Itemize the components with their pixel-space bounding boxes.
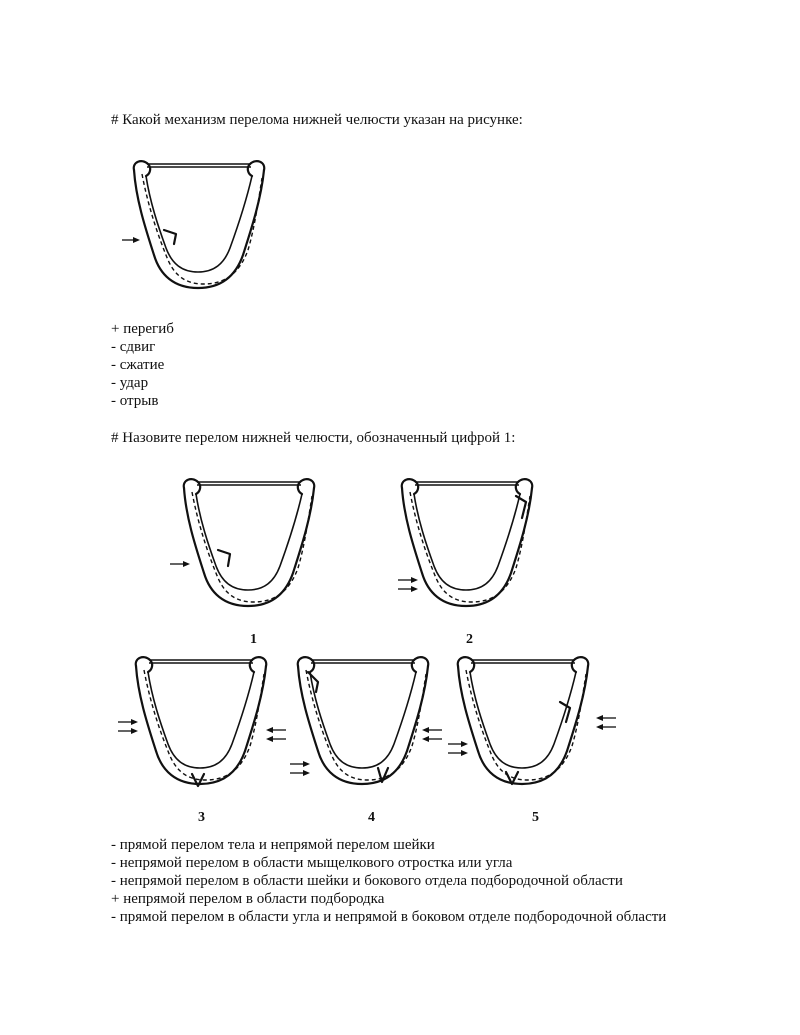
- force-arrow-icon: [118, 719, 286, 742]
- answer-option: - прямой перелом тела и непрямой перелом шейки: [111, 837, 435, 853]
- answer-option: - прямой перелом в области угла и непрямой в боковом отделе подбородочной области: [111, 909, 667, 925]
- figure-label-5: 5: [532, 810, 539, 825]
- jaw-figure-4: [298, 657, 429, 784]
- answer-option: - сдвиг: [111, 339, 156, 355]
- jaw-figure-1: [184, 479, 315, 606]
- figure-label-1: 1: [250, 632, 257, 647]
- force-arrow-icon: [398, 577, 418, 592]
- answer-option: + перегиб: [111, 321, 174, 337]
- answer-option: - непрямой перелом в области шейки и бокового отдела подбородочной области: [111, 873, 623, 889]
- answer-option: - непрямой перелом в области мыщелкового отростка или угла: [111, 855, 513, 871]
- figure-label-2: 2: [466, 632, 473, 647]
- answer-option: + непрямой перелом в области подбородка: [111, 891, 385, 907]
- force-arrow-icon: [170, 561, 190, 567]
- question-2-text: # Назовите перелом нижней челюсти, обозначенный цифрой 1:: [111, 430, 516, 446]
- jaw-figure-5: [458, 657, 589, 784]
- answer-option: - сжатие: [111, 357, 165, 373]
- jaw-figure-2: [402, 479, 533, 606]
- mandible-fractures-diagram: [110, 472, 620, 832]
- jaw-figure-3: [136, 657, 267, 786]
- force-arrow-icon: [122, 237, 140, 243]
- figure-label-3: 3: [198, 810, 205, 825]
- answer-option: - отрыв: [111, 393, 159, 409]
- answer-option: - удар: [111, 375, 149, 391]
- question-1-text: # Какой механизм перелома нижней челюсти указан на рисунке:: [111, 112, 523, 128]
- figure-label-4: 4: [368, 810, 375, 825]
- mandible-fracture-figure: [120, 160, 270, 305]
